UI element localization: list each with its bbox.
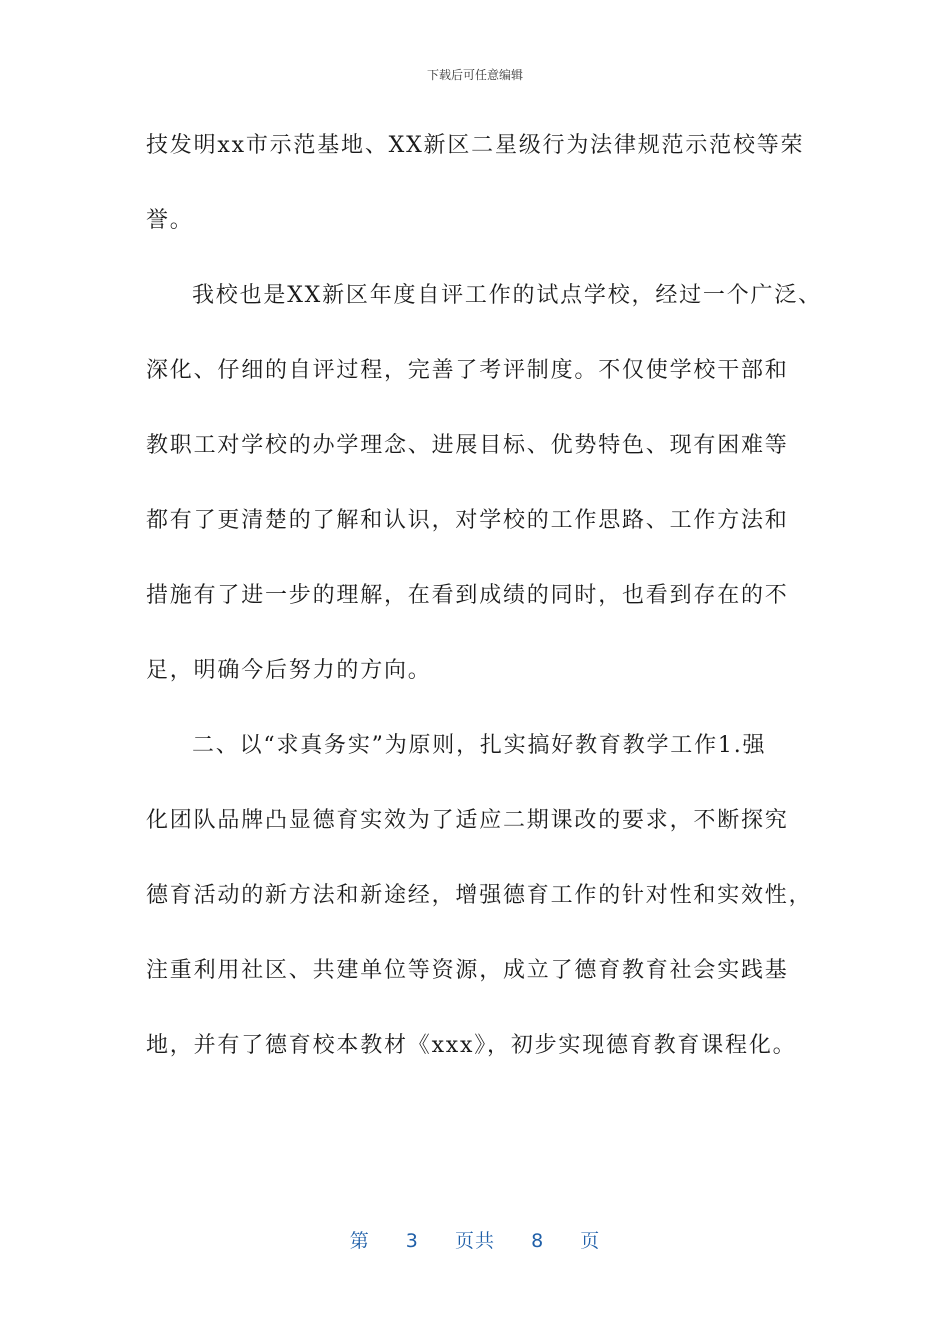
footer-middle: 页共 [454,1230,495,1252]
page-footer [0,1226,950,1253]
text-line: 化团队品牌凸显德育实效为了适应二期课改的要求，不断探究 [146,808,789,833]
text-line: 措施有了进一步的理解，在看到成绩的同时，也看到存在的不 [146,583,789,608]
footer-prefix: 第 [349,1230,370,1252]
total-pages-number: 8 [531,1230,545,1252]
text-line: 深化、仔细的自评过程，完善了考评制度。不仅使学校干部和 [146,358,789,383]
text-line: 地，并有了德育校本教材《xxx》，初步实现德育教育课程化。 [146,1033,797,1058]
text-line: 都有了更清楚的了解和认识，对学校的工作思路、工作方法和 [146,508,789,533]
document-body [146,124,822,1099]
current-page-number: 3 [405,1230,419,1252]
text-line: 二、以“求真务实”为原则，扎实搞好教育教学工作1.强 [192,733,767,758]
footer-suffix: 页 [580,1230,601,1252]
text-line: 足，明确今后努力的方向。 [146,658,432,683]
header-note: 下载后可任意编辑 [426,68,523,82]
text-line: 德育活动的新方法和新途经，增强德育工作的针对性和实效性， [146,883,813,908]
text-line: 注重利用社区、共建单位等资源，成立了德育教育社会实践基 [146,958,789,983]
text-line: 教职工对学校的办学理念、进展目标、优势特色、现有困难等 [146,433,789,458]
text-line: 技发明xx市示范基地、XX新区二星级行为法律规范示范校等荣 [146,133,805,158]
text-line: 誉。 [146,208,194,233]
text-line: 我校也是XX新区年度自评工作的试点学校，经过一个广泛、 [192,283,822,308]
